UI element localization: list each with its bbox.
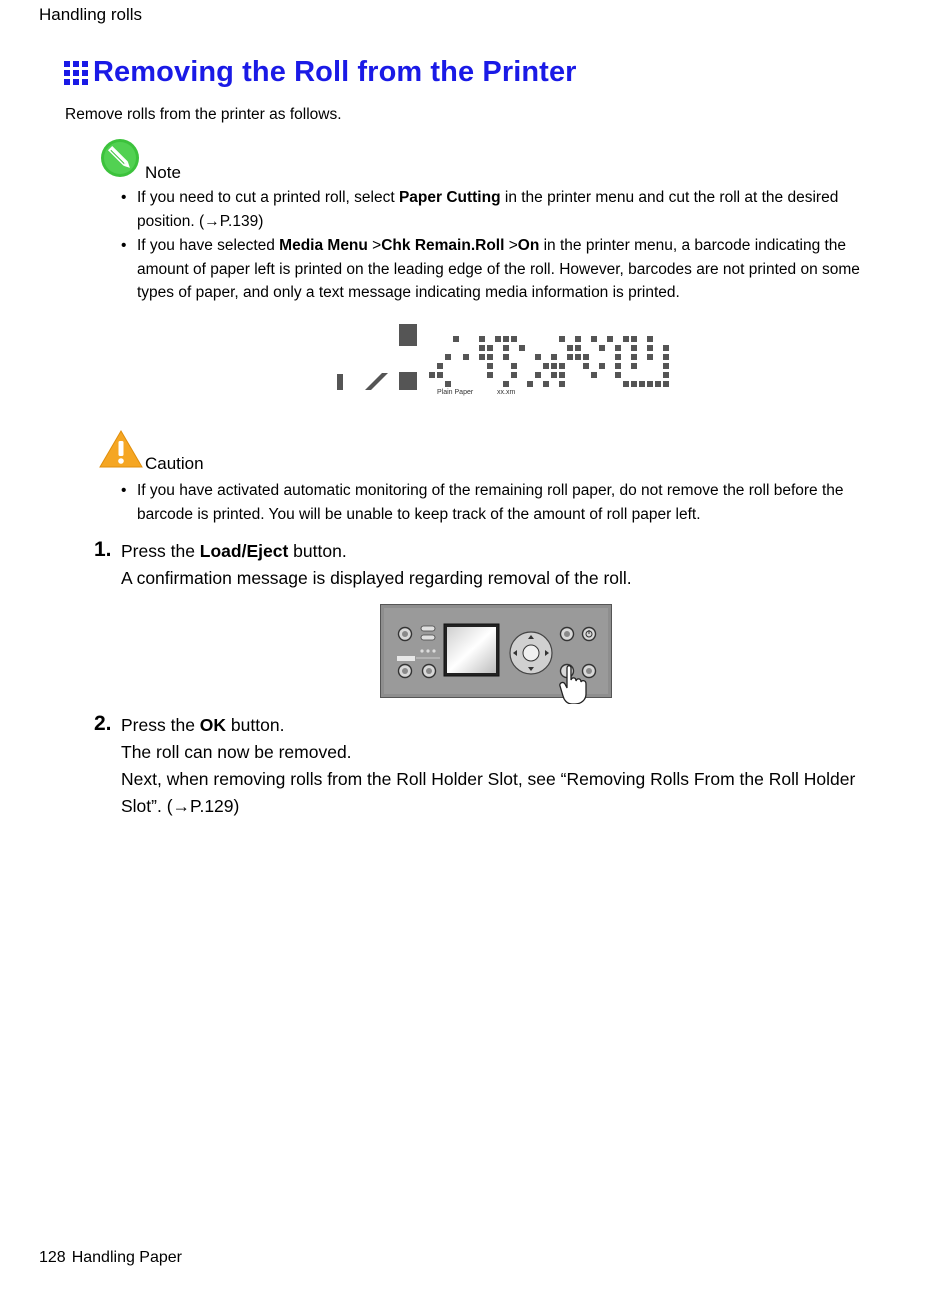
step-line	[121, 712, 881, 739]
text-run: If you have activated automatic monitoring of the remaining roll paper, do not remove the roll before the barcode is printed. You will be unable to keep track of the amount of roll paper left.	[137, 482, 844, 523]
barcode-dot	[559, 381, 565, 387]
barcode-dot	[663, 345, 669, 351]
barcode-dot	[663, 363, 669, 369]
barcode-dot	[429, 372, 435, 378]
step-number: 2.	[94, 712, 112, 735]
text-run: The roll can now be removed.	[121, 742, 352, 762]
text-run: >	[504, 237, 518, 254]
barcode-dot	[631, 336, 637, 342]
barcode-dot	[567, 354, 573, 360]
barcode-dot	[615, 354, 621, 360]
text-run: A confirmation message is displayed regarding removal of the roll.	[121, 568, 632, 588]
barcode-dot	[567, 345, 573, 351]
barcode-dot	[599, 345, 605, 351]
footer-section: Handling Paper	[71, 1249, 182, 1266]
barcode-dot	[503, 345, 509, 351]
bold-term: OK	[199, 715, 227, 735]
bold-term: Media Menu	[279, 237, 368, 254]
barcode-illustration	[325, 318, 680, 400]
barcode-dot	[615, 363, 621, 369]
barcode-bar	[337, 374, 343, 390]
text-run: Press the	[121, 715, 200, 735]
barcode-dot	[559, 372, 565, 378]
note-label: Note	[145, 163, 181, 182]
barcode-dot	[559, 363, 565, 369]
barcode-dot	[543, 381, 549, 387]
barcode-dot	[487, 372, 493, 378]
bullet-item	[121, 186, 881, 233]
barcode-dot	[559, 336, 565, 342]
barcode-dot	[591, 372, 597, 378]
barcode-dot	[607, 336, 613, 342]
barcode-dot	[445, 354, 451, 360]
grid-icon	[64, 61, 88, 85]
note-list	[121, 186, 881, 306]
barcode-dot	[479, 345, 485, 351]
step-line	[121, 739, 881, 766]
barcode-dot	[551, 354, 557, 360]
intro-text: Remove rolls from the printer as follows.	[65, 106, 342, 123]
barcode-dot	[503, 354, 509, 360]
barcode-dot	[575, 336, 581, 342]
bullet-icon: •	[121, 482, 127, 499]
barcode-dot	[631, 345, 637, 351]
caution-list	[121, 479, 881, 526]
step-2-text	[121, 712, 881, 820]
page-footer	[39, 1249, 188, 1267]
barcode-dot	[437, 363, 443, 369]
barcode-dot	[615, 372, 621, 378]
bold-term: Chk Remain.Roll	[381, 237, 505, 254]
control-panel-illustration	[380, 604, 613, 704]
barcode-dot	[663, 372, 669, 378]
barcode-dot	[551, 363, 557, 369]
barcode-dot	[647, 345, 653, 351]
barcode-dot	[463, 354, 469, 360]
pencil-icon	[100, 138, 140, 178]
barcode-dot	[631, 354, 637, 360]
running-head: Handling rolls	[39, 5, 142, 24]
step-number: 1.	[94, 538, 112, 561]
barcode-dot	[495, 336, 501, 342]
barcode-media-label: Plain Paper	[437, 389, 474, 396]
barcode-dot	[599, 363, 605, 369]
barcode-dot	[583, 354, 589, 360]
text-run: button.	[288, 541, 347, 561]
step-1-text	[121, 538, 881, 592]
barcode-dot	[535, 372, 541, 378]
barcode-slash	[365, 373, 388, 390]
barcode-dot	[527, 381, 533, 387]
warning-icon	[99, 430, 143, 468]
barcode-dot	[583, 363, 589, 369]
bullet-item	[121, 234, 881, 305]
barcode-block	[399, 324, 417, 346]
step-line	[121, 766, 881, 820]
bullet-icon: •	[121, 189, 127, 206]
barcode-dot	[663, 381, 669, 387]
barcode-dot	[551, 372, 557, 378]
barcode-dot	[445, 381, 451, 387]
barcode-dot	[487, 345, 493, 351]
barcode-dot	[647, 336, 653, 342]
barcode-dot	[487, 363, 493, 369]
barcode-dot	[655, 381, 661, 387]
bullet-icon: •	[121, 237, 127, 254]
barcode-dot	[575, 345, 581, 351]
text-run: button.	[226, 715, 285, 735]
step-line	[121, 538, 881, 565]
barcode-dot	[575, 354, 581, 360]
barcode-dot	[591, 336, 597, 342]
barcode-dot	[535, 354, 541, 360]
barcode-dot	[479, 354, 485, 360]
page-number: 128	[39, 1249, 66, 1266]
text-run: If you have selected	[137, 237, 280, 254]
text-run: Press the	[121, 541, 200, 561]
barcode-dot	[511, 372, 517, 378]
barcode-dot	[631, 381, 637, 387]
barcode-dot	[615, 345, 621, 351]
text-run: If you need to cut a printed roll, select	[137, 189, 399, 206]
bold-term: Load/Eject	[199, 541, 289, 561]
barcode-dot	[479, 336, 485, 342]
barcode-dot	[511, 336, 517, 342]
barcode-dot	[647, 381, 653, 387]
barcode-dot	[503, 381, 509, 387]
barcode-dot	[623, 336, 629, 342]
page-title: Removing the Roll from the Printer	[93, 56, 577, 88]
barcode-dot	[639, 381, 645, 387]
barcode-dot	[647, 354, 653, 360]
text-run: >	[367, 237, 382, 254]
barcode-dot	[437, 372, 443, 378]
barcode-dot	[519, 345, 525, 351]
barcode-dot	[623, 381, 629, 387]
bold-term: Paper Cutting	[398, 189, 501, 206]
text-run: in the printer menu and cut the roll at the desired position. (→P.139)	[137, 189, 839, 230]
caution-label: Caution	[145, 454, 204, 473]
barcode-dot	[487, 354, 493, 360]
barcode-dot	[631, 363, 637, 369]
barcode-dot	[543, 363, 549, 369]
barcode-block	[399, 372, 417, 390]
step-line	[121, 565, 881, 592]
barcode-dot	[663, 354, 669, 360]
barcode-dot	[511, 363, 517, 369]
text-run: Next, when removing rolls from the Roll Holder Slot, see “Removing Rolls From the Roll Holder Slot”. (→P.129)	[121, 769, 856, 816]
barcode-dot	[453, 336, 459, 342]
bullet-item	[121, 479, 881, 526]
barcode-dot	[503, 336, 509, 342]
bold-term: On	[517, 237, 540, 254]
text-run: in the printer menu, a barcode indicating the amount of paper left is printed on the leading edge of the roll. However, barcodes are not printed on some types of paper, and only a text message indicating media information is printed.	[137, 237, 860, 301]
barcode-size-label: xx.xm	[497, 389, 516, 396]
title-row	[64, 56, 577, 89]
